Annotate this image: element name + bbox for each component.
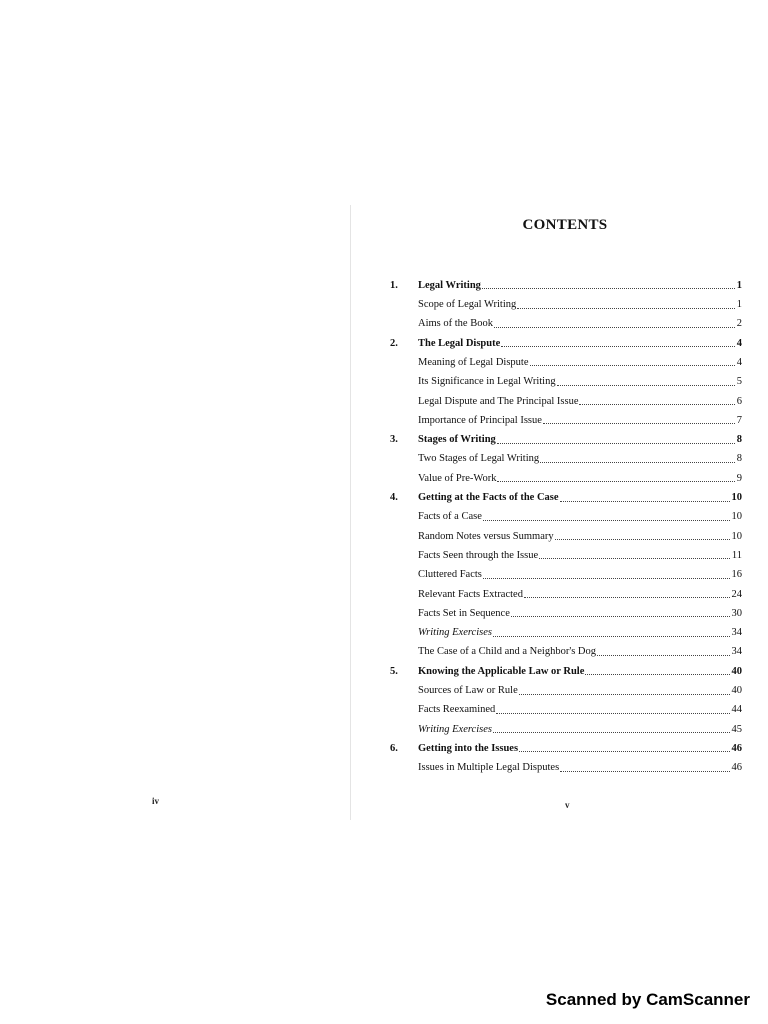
toc-entry bbox=[390, 349, 742, 368]
toc-entry-title: Writing Exercises bbox=[418, 723, 492, 735]
toc-entry-page: 30 bbox=[731, 607, 742, 619]
toc-entry-number: 2. bbox=[390, 337, 398, 349]
toc-dot-leader bbox=[496, 713, 729, 714]
toc-entry-title: Meaning of Legal Dispute bbox=[418, 356, 529, 368]
toc-entry bbox=[390, 272, 742, 291]
toc-entry bbox=[390, 716, 742, 735]
toc-entry bbox=[390, 504, 742, 523]
toc-dot-leader bbox=[483, 578, 730, 579]
toc-dot-leader bbox=[519, 694, 730, 695]
toc-dot-leader bbox=[579, 404, 734, 405]
toc-entry bbox=[390, 677, 742, 696]
toc-entry-number: 4. bbox=[390, 492, 398, 504]
toc-entry-title: Legal Dispute and The Principal Issue bbox=[418, 395, 579, 407]
toc-dot-leader bbox=[519, 751, 729, 752]
toc-entry-number: 5. bbox=[390, 665, 398, 677]
toc-entry-title: Issues in Multiple Legal Disputes bbox=[418, 762, 560, 774]
toc-dot-leader bbox=[493, 636, 730, 637]
toc-dot-leader bbox=[511, 616, 730, 617]
toc-entry-page: 11 bbox=[731, 549, 742, 561]
toc-entry bbox=[390, 619, 742, 638]
toc-entry-page: 40 bbox=[731, 685, 742, 697]
toc-entry bbox=[390, 465, 742, 484]
toc-entry-page: 44 bbox=[731, 704, 742, 716]
toc-dot-leader bbox=[585, 674, 729, 675]
toc-entry-page: 16 bbox=[731, 569, 742, 581]
toc-entry bbox=[390, 426, 742, 445]
toc-entry bbox=[390, 658, 742, 677]
toc-entry-title: The Legal Dispute bbox=[418, 337, 501, 349]
toc-entry-page: 10 bbox=[731, 530, 742, 542]
toc-entry-title: Facts Reexamined bbox=[418, 704, 496, 716]
toc-entry-page: 5 bbox=[736, 376, 742, 388]
toc-entry-page: 46 bbox=[731, 742, 742, 754]
toc-entry-title: Getting at the Facts of the Case bbox=[418, 492, 559, 504]
toc-entry bbox=[390, 581, 742, 600]
toc-entry-title: Value of Pre-Work bbox=[418, 472, 497, 484]
toc-entry bbox=[390, 542, 742, 561]
toc-dot-leader bbox=[560, 501, 730, 502]
toc-entry-number: 6. bbox=[390, 742, 398, 754]
toc-dot-leader bbox=[597, 655, 729, 656]
toc-entry-number: 1. bbox=[390, 279, 398, 291]
toc-entry-number: 3. bbox=[390, 434, 398, 446]
toc-dot-leader bbox=[524, 597, 730, 598]
toc-entry-page: 10 bbox=[731, 511, 742, 523]
toc-entry-title: Aims of the Book bbox=[418, 318, 493, 330]
toc-dot-leader bbox=[497, 443, 735, 444]
toc-dot-leader bbox=[539, 558, 730, 559]
toc-dot-leader bbox=[540, 462, 735, 463]
toc-dot-leader bbox=[555, 539, 730, 540]
toc-entry-page: 10 bbox=[731, 492, 742, 504]
toc-dot-leader bbox=[557, 385, 735, 386]
toc-entry bbox=[390, 368, 742, 387]
toc-entry bbox=[390, 407, 742, 426]
toc-entry-page: 1 bbox=[736, 279, 742, 291]
toc-entry-title: Writing Exercises bbox=[418, 627, 492, 639]
toc-entry bbox=[390, 561, 742, 580]
toc-entry-page: 8 bbox=[736, 434, 742, 446]
toc-entry-page: 34 bbox=[731, 646, 742, 658]
toc-entry bbox=[390, 639, 742, 658]
toc-entry-page: 45 bbox=[731, 723, 742, 735]
toc-entry-title: Random Notes versus Summary bbox=[418, 530, 554, 542]
toc-entry bbox=[390, 484, 742, 503]
page-gutter bbox=[350, 205, 351, 820]
camscanner-watermark: Scanned by CamScanner bbox=[545, 990, 750, 1009]
toc-entry bbox=[390, 754, 742, 773]
right-page-number: v bbox=[565, 800, 570, 810]
toc-entry-title: Getting into the Issues bbox=[418, 742, 519, 754]
toc-dot-leader bbox=[483, 520, 730, 521]
toc-entry-page: 4 bbox=[736, 356, 742, 368]
toc-entry-title: Cluttered Facts bbox=[418, 569, 482, 581]
toc-entry-title: Facts Set in Sequence bbox=[418, 607, 510, 619]
toc-entry-page: 9 bbox=[736, 472, 742, 484]
toc-dot-leader bbox=[482, 288, 735, 289]
contents-title: CONTENTS bbox=[522, 217, 608, 233]
toc-entry bbox=[390, 600, 742, 619]
toc-entry-title: Knowing the Applicable Law or Rule bbox=[418, 665, 585, 677]
toc-entry-page: 8 bbox=[736, 453, 742, 465]
toc-entry bbox=[390, 697, 742, 716]
toc-dot-leader bbox=[560, 771, 729, 772]
toc-entry bbox=[390, 291, 742, 310]
toc-entry-page: 24 bbox=[731, 588, 742, 600]
toc-dot-leader bbox=[501, 346, 734, 347]
toc-entry bbox=[390, 735, 742, 754]
toc-entry-page: 7 bbox=[736, 414, 742, 426]
toc-dot-leader bbox=[497, 481, 734, 482]
toc-entry-title: Its Significance in Legal Writing bbox=[418, 376, 556, 388]
toc-entry bbox=[390, 388, 742, 407]
toc-entry-page: 4 bbox=[736, 337, 742, 349]
toc-entry-title: Two Stages of Legal Writing bbox=[418, 453, 540, 465]
toc-dot-leader bbox=[530, 365, 735, 366]
toc-entry bbox=[390, 311, 742, 330]
toc-entry-page: 40 bbox=[731, 665, 742, 677]
toc-entry-title: Facts Seen through the Issue bbox=[418, 549, 539, 561]
toc-dot-leader bbox=[493, 732, 730, 733]
toc-entry bbox=[390, 330, 742, 349]
toc-entry-title: The Case of a Child and a Neighbor's Dog bbox=[418, 646, 597, 658]
toc-entry-title: Relevant Facts Extracted bbox=[418, 588, 523, 600]
toc-dot-leader bbox=[543, 423, 735, 424]
toc-entry-page: 2 bbox=[736, 318, 742, 330]
toc-entry-page: 1 bbox=[736, 299, 742, 311]
toc-entry-title: Importance of Principal Issue bbox=[418, 414, 542, 426]
left-page-number: iv bbox=[152, 796, 160, 806]
toc-entry-title: Stages of Writing bbox=[418, 434, 496, 446]
toc-entry-title: Sources of Law or Rule bbox=[418, 685, 518, 697]
toc-entry bbox=[390, 446, 742, 465]
toc-entry-title: Legal Writing bbox=[418, 279, 481, 291]
toc-entry-title: Scope of Legal Writing bbox=[418, 299, 517, 311]
toc-entry-title: Facts of a Case bbox=[418, 511, 482, 523]
toc-dot-leader bbox=[494, 327, 735, 328]
toc-dot-leader bbox=[517, 308, 735, 309]
toc-entry-page: 46 bbox=[731, 762, 742, 774]
toc-entry bbox=[390, 523, 742, 542]
toc-entry-page: 34 bbox=[731, 627, 742, 639]
table-of-contents bbox=[390, 272, 742, 774]
toc-entry-page: 6 bbox=[736, 395, 742, 407]
